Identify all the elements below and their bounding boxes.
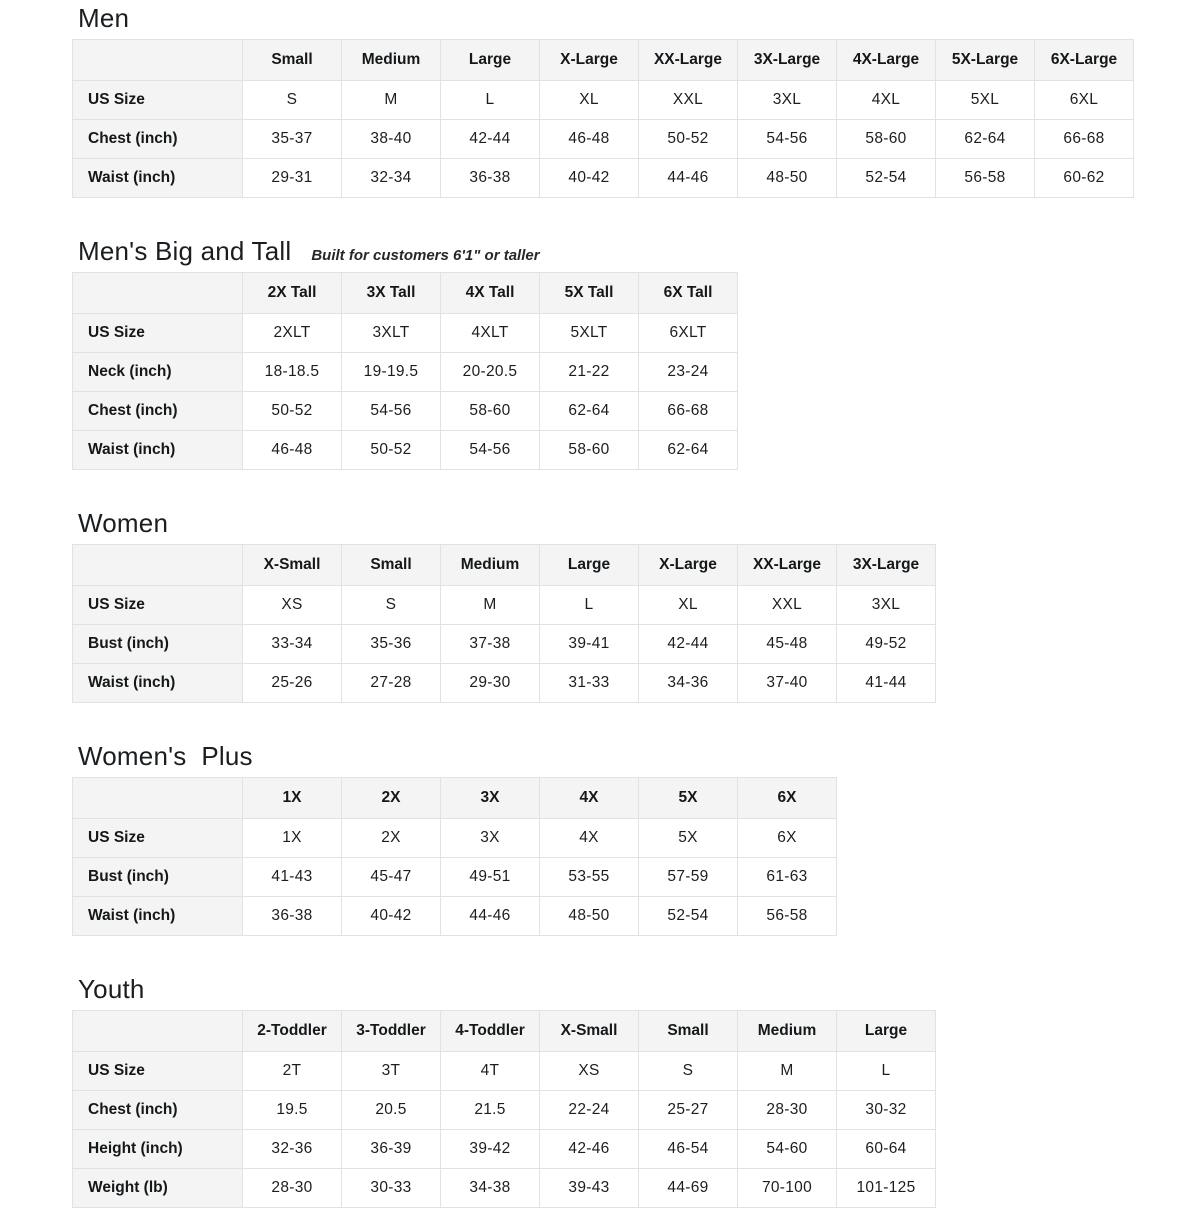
size-cell: 60-62 <box>1035 159 1134 198</box>
size-cell: 58-60 <box>837 120 936 159</box>
size-cell: 46-48 <box>243 431 342 470</box>
table-row <box>73 120 1134 159</box>
size-cell: 1X <box>243 819 342 858</box>
size-cell: 3T <box>342 1052 441 1091</box>
size-cell: 39-43 <box>540 1169 639 1208</box>
row-label: Waist (inch) <box>73 664 243 703</box>
size-cell: 44-46 <box>639 159 738 198</box>
table-row <box>73 81 1134 120</box>
size-cell: XXL <box>738 586 837 625</box>
size-cell: 36-38 <box>243 897 342 936</box>
size-cell: 2X <box>342 819 441 858</box>
size-cell: 36-39 <box>342 1130 441 1169</box>
size-cell: 58-60 <box>540 431 639 470</box>
size-cell: XL <box>540 81 639 120</box>
size-cell: 28-30 <box>738 1091 837 1130</box>
table-row <box>73 1052 936 1091</box>
size-cell: 18-18.5 <box>243 353 342 392</box>
size-cell: L <box>441 81 540 120</box>
section-subtitle: Built for customers 6'1" or taller <box>311 247 540 264</box>
column-header: X-Small <box>243 545 342 586</box>
size-cell: L <box>837 1052 936 1091</box>
row-label: Waist (inch) <box>73 159 243 198</box>
size-cell: 5X <box>639 819 738 858</box>
table-row <box>73 858 837 897</box>
size-cell: 3XL <box>738 81 837 120</box>
size-cell: 35-36 <box>342 625 441 664</box>
size-cell: 41-44 <box>837 664 936 703</box>
row-label: Chest (inch) <box>73 392 243 431</box>
column-header: Small <box>243 40 342 81</box>
size-cell: 25-26 <box>243 664 342 703</box>
size-cell: 48-50 <box>738 159 837 198</box>
column-header: 3X-Large <box>738 40 837 81</box>
column-header: Small <box>639 1011 738 1052</box>
size-cell: 50-52 <box>243 392 342 431</box>
section-header-women <box>78 508 1200 539</box>
section-women <box>72 508 1200 703</box>
section-title: Men's Big and Tall <box>78 236 292 266</box>
size-cell: 5XL <box>936 81 1035 120</box>
column-header: 1X <box>243 778 342 819</box>
size-cell: 57-59 <box>639 858 738 897</box>
size-cell: 40-42 <box>342 897 441 936</box>
size-cell: 33-34 <box>243 625 342 664</box>
section-header-men <box>78 3 1200 34</box>
column-header: 4X-Large <box>837 40 936 81</box>
column-header: 5X Tall <box>540 273 639 314</box>
corner-cell <box>73 273 243 314</box>
size-cell: 38-40 <box>342 120 441 159</box>
size-cell: 60-64 <box>837 1130 936 1169</box>
size-cell: S <box>243 81 342 120</box>
table-row <box>73 1091 936 1130</box>
size-cell: M <box>441 586 540 625</box>
column-header: X-Small <box>540 1011 639 1052</box>
size-cell: 49-51 <box>441 858 540 897</box>
size-cell: 52-54 <box>639 897 738 936</box>
header-row <box>73 273 738 314</box>
size-cell: 34-38 <box>441 1169 540 1208</box>
size-cell: 54-60 <box>738 1130 837 1169</box>
size-cell: XXL <box>639 81 738 120</box>
size-cell: 41-43 <box>243 858 342 897</box>
size-cell: 22-24 <box>540 1091 639 1130</box>
size-cell: 45-47 <box>342 858 441 897</box>
column-header: 2X Tall <box>243 273 342 314</box>
size-cell: 19.5 <box>243 1091 342 1130</box>
column-header: Medium <box>342 40 441 81</box>
size-cell: 54-56 <box>441 431 540 470</box>
row-label: Chest (inch) <box>73 120 243 159</box>
row-label: US Size <box>73 586 243 625</box>
size-table-womens-plus <box>72 777 837 936</box>
size-cell: 52-54 <box>837 159 936 198</box>
table-row <box>73 819 837 858</box>
size-cell: XS <box>243 586 342 625</box>
table-row <box>73 897 837 936</box>
row-label: US Size <box>73 314 243 353</box>
size-cell: 46-54 <box>639 1130 738 1169</box>
size-cell: 29-31 <box>243 159 342 198</box>
section-header-youth <box>78 974 1200 1005</box>
column-header: X-Large <box>540 40 639 81</box>
size-cell: 6XL <box>1035 81 1134 120</box>
header-row <box>73 545 936 586</box>
size-cell: S <box>639 1052 738 1091</box>
size-cell: 6XLT <box>639 314 738 353</box>
size-cell: 3XL <box>837 586 936 625</box>
section-mens-big-and-tall <box>72 236 1200 470</box>
section-title: Women's Plus <box>78 741 253 771</box>
size-cell: 2XLT <box>243 314 342 353</box>
size-cell: 20-20.5 <box>441 353 540 392</box>
size-cell: M <box>342 81 441 120</box>
size-cell: 66-68 <box>639 392 738 431</box>
size-cell: 66-68 <box>1035 120 1134 159</box>
row-label: Weight (lb) <box>73 1169 243 1208</box>
header-row <box>73 1011 936 1052</box>
size-table-youth <box>72 1010 936 1208</box>
size-cell: 4XLT <box>441 314 540 353</box>
size-cell: 25-27 <box>639 1091 738 1130</box>
section-womens-plus <box>72 741 1200 936</box>
column-header: X-Large <box>639 545 738 586</box>
table-row <box>73 625 936 664</box>
column-header: Medium <box>441 545 540 586</box>
size-cell: 39-42 <box>441 1130 540 1169</box>
row-label: Chest (inch) <box>73 1091 243 1130</box>
size-cell: 3X <box>441 819 540 858</box>
column-header: 4X <box>540 778 639 819</box>
size-cell: 37-40 <box>738 664 837 703</box>
size-cell: 39-41 <box>540 625 639 664</box>
corner-cell <box>73 545 243 586</box>
row-label: Neck (inch) <box>73 353 243 392</box>
column-header: 3-Toddler <box>342 1011 441 1052</box>
size-cell: 4T <box>441 1052 540 1091</box>
header-row <box>73 40 1134 81</box>
size-cell: 58-60 <box>441 392 540 431</box>
column-header: Large <box>837 1011 936 1052</box>
row-label: Bust (inch) <box>73 858 243 897</box>
size-cell: 36-38 <box>441 159 540 198</box>
size-cell: 4X <box>540 819 639 858</box>
table-row <box>73 1130 936 1169</box>
size-cell: 28-30 <box>243 1169 342 1208</box>
column-header: Large <box>540 545 639 586</box>
column-header: 2-Toddler <box>243 1011 342 1052</box>
row-label: Waist (inch) <box>73 897 243 936</box>
size-cell: 54-56 <box>738 120 837 159</box>
row-label: US Size <box>73 81 243 120</box>
table-row <box>73 1169 936 1208</box>
column-header: 4X Tall <box>441 273 540 314</box>
size-cell: 46-48 <box>540 120 639 159</box>
corner-cell <box>73 1011 243 1052</box>
size-cell: 56-58 <box>738 897 837 936</box>
size-cell: 30-32 <box>837 1091 936 1130</box>
column-header: Large <box>441 40 540 81</box>
size-cell: 34-36 <box>639 664 738 703</box>
size-cell: 21.5 <box>441 1091 540 1130</box>
size-cell: 53-55 <box>540 858 639 897</box>
table-row <box>73 586 936 625</box>
size-cell: 5XLT <box>540 314 639 353</box>
column-header: 6X Tall <box>639 273 738 314</box>
corner-cell <box>73 778 243 819</box>
column-header: 3X <box>441 778 540 819</box>
size-cell: 4XL <box>837 81 936 120</box>
size-cell: XS <box>540 1052 639 1091</box>
column-header: XX-Large <box>639 40 738 81</box>
size-cell: 20.5 <box>342 1091 441 1130</box>
column-header: 3X Tall <box>342 273 441 314</box>
size-cell: 27-28 <box>342 664 441 703</box>
corner-cell <box>73 40 243 81</box>
size-table-women <box>72 544 936 703</box>
size-cell: 49-52 <box>837 625 936 664</box>
column-header: Small <box>342 545 441 586</box>
section-youth <box>72 974 1200 1208</box>
row-label: Bust (inch) <box>73 625 243 664</box>
size-cell: 44-46 <box>441 897 540 936</box>
row-label: US Size <box>73 819 243 858</box>
section-men <box>72 3 1200 198</box>
section-header-mens-big-and-tall <box>78 236 1200 267</box>
column-header: 6X-Large <box>1035 40 1134 81</box>
size-cell: 61-63 <box>738 858 837 897</box>
table-row <box>73 314 738 353</box>
size-cell: 62-64 <box>639 431 738 470</box>
column-header: 3X-Large <box>837 545 936 586</box>
table-row <box>73 664 936 703</box>
size-cell: 30-33 <box>342 1169 441 1208</box>
section-title: Women <box>78 508 169 538</box>
size-cell: 70-100 <box>738 1169 837 1208</box>
size-cell: 62-64 <box>540 392 639 431</box>
size-cell: 44-69 <box>639 1169 738 1208</box>
size-cell: 101-125 <box>837 1169 936 1208</box>
size-cell: 23-24 <box>639 353 738 392</box>
table-row <box>73 159 1134 198</box>
size-table-men <box>72 39 1134 198</box>
size-cell: 50-52 <box>639 120 738 159</box>
section-header-womens-plus <box>78 741 1200 772</box>
size-table-mens-big-and-tall <box>72 272 738 470</box>
row-label: Height (inch) <box>73 1130 243 1169</box>
size-cell: 42-44 <box>441 120 540 159</box>
size-cell: 42-44 <box>639 625 738 664</box>
size-cell: 54-56 <box>342 392 441 431</box>
size-cell: 3XLT <box>342 314 441 353</box>
size-cell: 42-46 <box>540 1130 639 1169</box>
row-label: Waist (inch) <box>73 431 243 470</box>
table-row <box>73 353 738 392</box>
size-cell: 50-52 <box>342 431 441 470</box>
column-header: 5X <box>639 778 738 819</box>
size-cell: 45-48 <box>738 625 837 664</box>
size-cell: 32-34 <box>342 159 441 198</box>
size-cell: 6X <box>738 819 837 858</box>
column-header: 2X <box>342 778 441 819</box>
size-cell: 35-37 <box>243 120 342 159</box>
size-cell: 29-30 <box>441 664 540 703</box>
size-cell: L <box>540 586 639 625</box>
table-row <box>73 392 738 431</box>
column-header: 6X <box>738 778 837 819</box>
size-cell: 48-50 <box>540 897 639 936</box>
size-cell: 31-33 <box>540 664 639 703</box>
table-row <box>73 431 738 470</box>
header-row <box>73 778 837 819</box>
column-header: Medium <box>738 1011 837 1052</box>
size-cell: 37-38 <box>441 625 540 664</box>
row-label: US Size <box>73 1052 243 1091</box>
size-cell: XL <box>639 586 738 625</box>
size-cell: 32-36 <box>243 1130 342 1169</box>
size-cell: 19-19.5 <box>342 353 441 392</box>
size-cell: 62-64 <box>936 120 1035 159</box>
size-cell: S <box>342 586 441 625</box>
column-header: 5X-Large <box>936 40 1035 81</box>
size-cell: 21-22 <box>540 353 639 392</box>
size-cell: 2T <box>243 1052 342 1091</box>
size-cell: 40-42 <box>540 159 639 198</box>
section-title: Youth <box>78 974 145 1004</box>
column-header: XX-Large <box>738 545 837 586</box>
size-cell: M <box>738 1052 837 1091</box>
size-cell: 56-58 <box>936 159 1035 198</box>
section-title: Men <box>78 3 130 33</box>
column-header: 4-Toddler <box>441 1011 540 1052</box>
